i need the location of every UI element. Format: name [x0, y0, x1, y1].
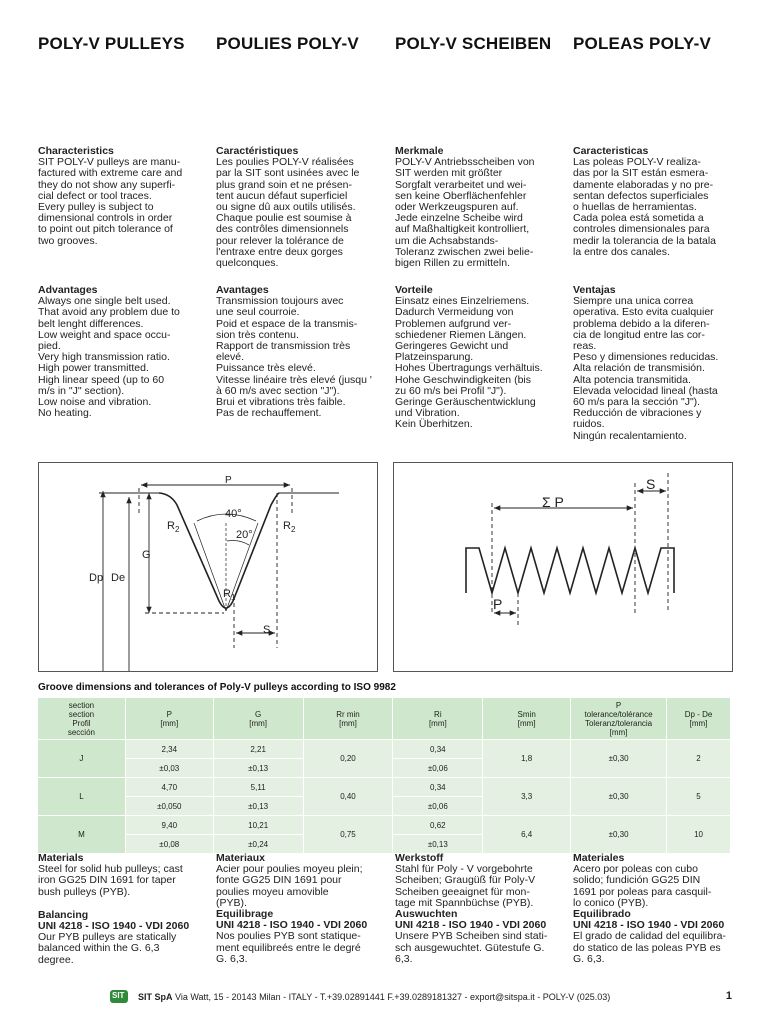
balancing-standard: UNI 4218 - ISO 1940 - VDI 2060 — [38, 920, 190, 933]
cell-ri-tol: ±0,06 — [393, 797, 483, 816]
bottom-column-en — [38, 853, 200, 966]
label-dp: Dp — [89, 572, 104, 584]
cell-rr: 0,20 — [303, 740, 393, 778]
balancing-text: Nos poulies PYB sont statique- ment equilibreés entre le degré G. 6,3. — [216, 930, 361, 965]
table-row — [38, 778, 731, 797]
label-de: De — [111, 572, 126, 584]
cell-section: J — [38, 740, 126, 778]
characteristics-text: Les poulies POLY-V réalisées par la SIT sont usinées avec le plus grand soin et ne présen- tent aucun défaut superficiel ou signe dû aux outils utilisés. Chaque poulie est soumise à des contrôles dimensionnels pour relever la tolérance de l'entraxe entre deux gorges quelconques. — [216, 156, 360, 270]
characteristics-title: Characteristics — [38, 145, 114, 157]
characteristics-text: Las poleas POLY-V realiza- das por la SIT están esmera- damente elaboradas y no pre- sentan defectos superficiales o huellas de herramientas. Cada polea está sometida a controles dimensionales para medir la tolerancia de la batala la entre dos canales. — [573, 156, 717, 258]
balancing-standard: UNI 4218 - ISO 1940 - VDI 2060 — [395, 919, 547, 932]
materials-text: Acier pour poulies moyeu plein; fonte GG25 DIN 1691 pour poulies moyeu amovible (PYB). — [216, 863, 363, 909]
cell-ri: 0,62 — [393, 816, 483, 835]
materials-text: Steel for solid hub pulleys; cast iron GG25 DIN 1691 for taper bush pulleys (PYB). — [38, 863, 183, 898]
balancing-standard: UNI 4218 - ISO 1940 - VDI 2060 — [573, 919, 725, 932]
col-header-p: P [mm] — [125, 698, 213, 740]
cell-dpde: 10 — [667, 816, 731, 854]
cell-section: L — [38, 778, 126, 816]
cell-dpde: 2 — [667, 740, 731, 778]
table-header-row — [38, 698, 731, 740]
column-en — [38, 146, 200, 247]
header-es: POLEAS POLY-V — [573, 34, 712, 53]
cell-p: 9,40 — [125, 816, 213, 835]
label-p: P — [225, 475, 232, 486]
advantages-title: Vorteile — [395, 284, 433, 296]
col-header-g: G [mm] — [213, 698, 303, 740]
characteristics-title: Caractéristiques — [216, 145, 299, 157]
characteristics-text: SIT POLY-V pulleys are manu- factured with extreme care and they do not show any superfi- cial defect or tool traces. Every pulley is subject to dimensional controls in order to point out pitch tolerance of two grooves. — [38, 156, 183, 247]
header-de: POLY-V SCHEIBEN — [395, 34, 552, 53]
cell-g-tol: ±0,24 — [213, 835, 303, 854]
col-header-section: section section Profil sección — [38, 698, 126, 740]
balancing-text: Unsere PYB Scheiben sind stati- sch ausgewuchtet. Gütestufe G. 6,3. — [395, 930, 548, 965]
groove-dimensions-table — [37, 697, 731, 854]
characteristics-title: Merkmale — [395, 145, 444, 157]
header-fr: POULIES POLY-V — [216, 34, 359, 53]
bottom-column-de — [395, 853, 557, 965]
table-title: Groove dimensions and tolerances of Poly-V pulleys according to ISO 9982 — [38, 682, 396, 693]
cell-smin: 3,3 — [483, 778, 571, 816]
materials-title: Materials — [38, 852, 84, 864]
column-fr-adv — [216, 285, 378, 419]
cell-p: 2,34 — [125, 740, 213, 759]
cell-p-tol: ±0,050 — [125, 797, 213, 816]
label-g: G — [142, 549, 151, 561]
bottom-column-fr — [216, 853, 378, 965]
label-p: P — [493, 596, 503, 612]
balancing-title: Balancing — [38, 908, 89, 921]
advantages-text: Always one single belt used. That avoid any problem due to belt lenght differences. Low weight and space occu- pied. Very high transmission ratio. High power transmitted. High linear speed (up to 60 m/s in "J" section). Low noise and vibration. No heating. — [38, 295, 180, 420]
groove-profile-diagram — [38, 462, 378, 672]
label-r2-right: $R_2$ — [283, 520, 296, 534]
groove-profile-svg — [39, 463, 377, 671]
materials-title: Materiales — [573, 852, 625, 864]
sit-logo — [110, 990, 128, 1003]
cell-tolerance: ±0,30 — [571, 740, 667, 778]
table-row — [38, 740, 731, 759]
col-header-rr: Rr min [mm] — [303, 698, 393, 740]
materials-title: Werkstoff — [395, 852, 444, 864]
cell-tolerance: ±0,30 — [571, 816, 667, 854]
cell-section: M — [38, 816, 126, 854]
groove-series-svg — [394, 463, 732, 671]
advantages-text: Transmission toujours avec une seul courroie. Poid et espace de la transmis- sion très contenu. Rapport de transmission très elevé. Puissance très elevé. Vitesse linéaire très elevé (jusqu ' à 60 m/s avec section "J"). Brui et vibrations très faible. Pas de rechauffement. — [216, 295, 372, 420]
characteristics-title: Caracteristicas — [573, 145, 649, 157]
label-s: S — [263, 624, 271, 636]
label-angle-20: 20° — [236, 529, 253, 541]
column-de — [395, 146, 557, 269]
balancing-title: Equilibrage — [216, 908, 274, 921]
column-en-adv — [38, 285, 200, 419]
label-s: S — [646, 476, 656, 492]
sit-logo-text: SIT — [112, 991, 125, 1000]
cell-g: 10,21 — [213, 816, 303, 835]
cell-g: 2,21 — [213, 740, 303, 759]
cell-smin: 1,8 — [483, 740, 571, 778]
balancing-text: Our PYB pulleys are statically balanced within the G. 6,3 degree. — [38, 931, 177, 966]
balancing-title: Auswuchten — [395, 908, 458, 921]
label-angle-40: 40° — [225, 508, 242, 520]
cell-p-tol: ±0,03 — [125, 759, 213, 778]
materials-title: Materiaux — [216, 852, 266, 864]
col-header-smin: Smin [mm] — [483, 698, 571, 740]
cell-p: 4,70 — [125, 778, 213, 797]
advantages-title: Avantages — [216, 284, 269, 296]
cell-rr: 0,75 — [303, 816, 393, 854]
page-number: 1 — [725, 990, 732, 1002]
cell-ri: 0,34 — [393, 778, 483, 797]
cell-smin: 6,4 — [483, 816, 571, 854]
cell-ri-tol: ±0,13 — [393, 835, 483, 854]
cell-ri-tol: ±0,06 — [393, 759, 483, 778]
cell-g-tol: ±0,13 — [213, 797, 303, 816]
advantages-text: Siempre una unica correa operativa. Esto evita cualquier problema debido a la diferen- cia de longitud entre las cor- reas. Peso y dimensiones reducidas. Alta relación de transmisión. Alta potencia transmitida. Elevada velocidad lineal (hasta 60 m/s para la sección "J"). Reducción de vibraciones y ruidos. Ningún recalentamiento. — [573, 295, 719, 442]
advantages-title: Advantages — [38, 284, 98, 296]
groove-series-diagram — [393, 462, 733, 672]
cell-dpde: 5 — [667, 778, 731, 816]
table-row — [38, 816, 731, 835]
cell-g-tol: ±0,13 — [213, 759, 303, 778]
cell-ri: 0,34 — [393, 740, 483, 759]
label-sigma-p: Σ P — [542, 494, 564, 510]
column-es — [573, 146, 735, 258]
col-header-tolerance: P tolerance/tolérance Toleranz/tolerancia [mm] — [571, 698, 667, 740]
col-header-dpde: Dp - De [mm] — [667, 698, 731, 740]
cell-rr: 0,40 — [303, 778, 393, 816]
column-de-adv — [395, 285, 557, 431]
column-es-adv — [573, 285, 735, 442]
cell-p-tol: ±0,08 — [125, 835, 213, 854]
characteristics-text: POLY-V Antriebsscheiben von SIT werden mit größter Sorgfalt verarbeitet und wei- sen keine Oberflächenfehler oder Werkzeugspuren auf. Jede einzelne Scheibe wird auf Maßhaltigkeit kontrolliert, um die Achsabstands- Toleranz zwischen zwei belie- bigen Rillen zu ermitteln. — [395, 156, 535, 270]
cell-g: 5,11 — [213, 778, 303, 797]
advantages-title: Ventajas — [573, 284, 616, 296]
bottom-column-es — [573, 853, 735, 965]
balancing-standard: UNI 4218 - ISO 1940 - VDI 2060 — [216, 919, 368, 932]
footer-address: Via Watt, 15 - 20143 Milan - ITALY - T.+39.02891441 F.+39.0289181327 - export@sitspa.it - POLY-V (025.03) — [172, 992, 611, 1002]
footer-company: SIT SpA — [138, 992, 173, 1002]
materials-text: Stahl für Poly - V vorgebohrte Scheiben; Graugüß für Poly-V Scheiben geeaignet für mon- tage mit Spannbüchse (PYB). — [395, 863, 536, 909]
column-fr — [216, 146, 378, 269]
label-r1: $R_1$ — [223, 588, 236, 602]
cell-tolerance: ±0,30 — [571, 778, 667, 816]
balancing-title: Equilibrado — [573, 908, 631, 921]
header-en: POLY-V PULLEYS — [38, 34, 185, 53]
col-header-ri: Ri [mm] — [393, 698, 483, 740]
balancing-text: El grado de calidad del equilibra- do statico de las poleas PYB es G. 6,3. — [573, 930, 726, 965]
label-r2-left: $R_2$ — [167, 520, 180, 534]
materials-text: Acero por poleas con cubo solido; fundición GG25 DIN 1691 por poleas para casquil- lo conico (PYB). — [573, 863, 712, 909]
advantages-text: Einsatz eines Einzelriemens. Dadurch Vermeidung von Problemen aufgrund ver- schiedener Riemen Längen. Geringeres Gewicht und Platzeinsparung. Hohes Übertragungs verhältuis. Hohe Geschwindigkeiten (bis zu 60 m/s bei Profil "J"). Geringe Geräuschentwicklung und Vibration. Kein Überhitzen. — [395, 295, 543, 431]
footer — [138, 992, 698, 1002]
